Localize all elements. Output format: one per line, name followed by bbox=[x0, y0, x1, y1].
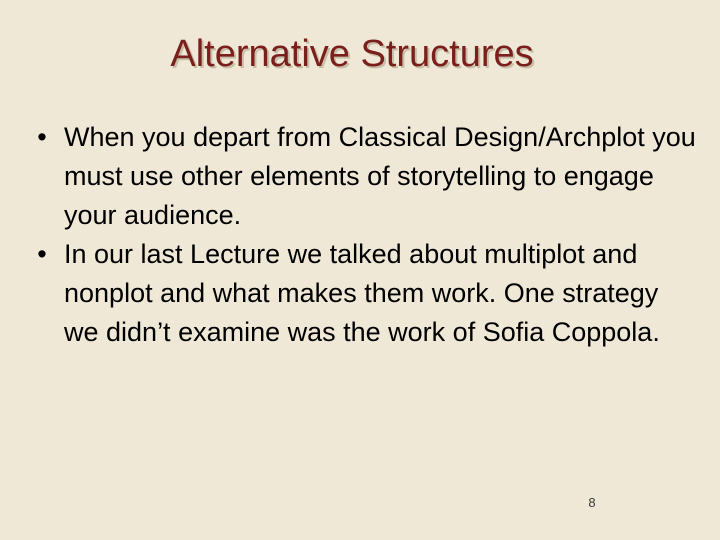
slide-title: Alternative Structures bbox=[170, 33, 534, 75]
bullet-text: In our last Lecture we talked about multiplot and nonplot and what makes them work. One strategy we didn’t examine was the work of Sofia Coppola. bbox=[64, 239, 660, 347]
bullet-text: When you depart from Classical Design/Archplot you must use other elements of storytelling to engage your audience. bbox=[64, 122, 696, 230]
bullet-item bbox=[30, 235, 698, 352]
bullet-list bbox=[30, 118, 698, 352]
bullet-icon: • bbox=[37, 122, 47, 152]
bullet-icon: • bbox=[37, 239, 47, 269]
page-number: 8 bbox=[588, 495, 596, 510]
bullet-item bbox=[30, 118, 698, 235]
